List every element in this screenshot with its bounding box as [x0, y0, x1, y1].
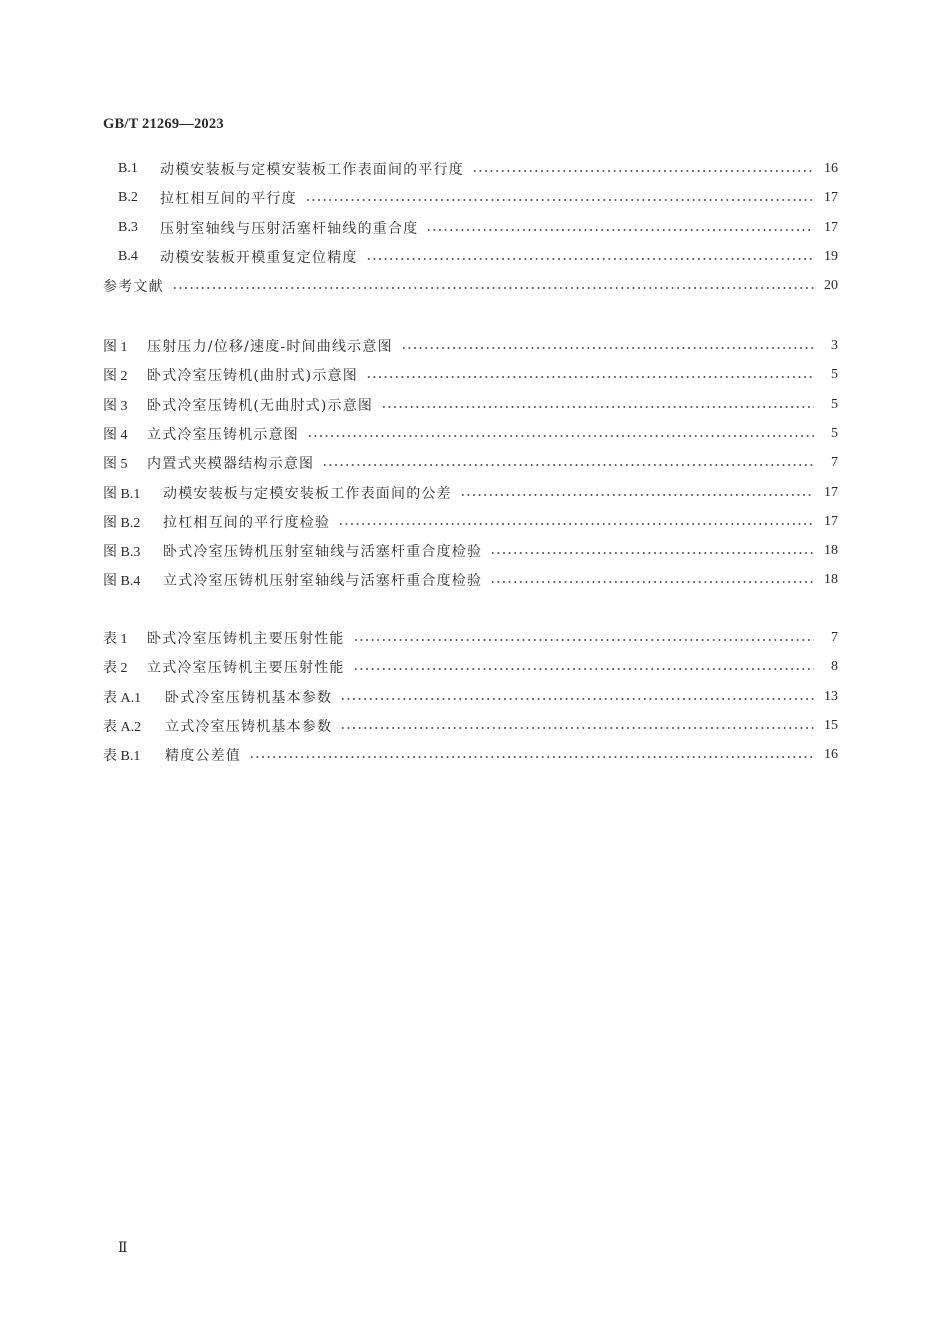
toc-leader-dots [353, 668, 814, 670]
toc-entry-number: 表 A.1 [103, 691, 142, 706]
toc-leader-dots [340, 727, 814, 729]
toc-entry-number: B.2 [118, 190, 138, 205]
toc-entry-number: 表 A.2 [103, 720, 142, 735]
toc-leader-dots [340, 698, 814, 700]
toc-entry-page-number: 5 [831, 426, 838, 441]
toc-entry-title: 立式冷室压铸机压射室轴线与活塞杆重合度检验 [163, 573, 483, 589]
toc-entry-number: 图 B.2 [103, 516, 141, 531]
toc-entry-title: 压射压力/位移/速度-时间曲线示意图 [147, 339, 393, 355]
toc-entry-title: 卧式冷室压铸机基本参数 [165, 690, 333, 706]
toc-entry-page-number: 16 [824, 161, 838, 176]
toc-entry[interactable] [0, 511, 950, 533]
toc-entry-title: 参考文献 [103, 279, 164, 295]
toc-leader-dots [338, 523, 814, 525]
toc-leader-dots [366, 376, 814, 378]
toc-entry[interactable] [0, 540, 950, 562]
toc-entry-number: B.3 [118, 220, 138, 235]
toc-leader-dots [490, 581, 814, 583]
toc-entry[interactable] [0, 686, 950, 708]
toc-entry-number: 图 B.1 [103, 487, 141, 502]
toc-entry[interactable] [0, 744, 950, 766]
toc-entry-page-number: 3 [831, 338, 838, 353]
toc-entry-number: 图 1 [103, 340, 128, 355]
toc-entry-title: 卧式冷室压铸机(无曲肘式)示意图 [147, 398, 374, 414]
toc-entry-title: 立式冷室压铸机基本参数 [165, 719, 333, 735]
toc-entry-number: B.4 [118, 249, 138, 264]
toc-entry[interactable] [0, 335, 950, 357]
toc-entry[interactable] [0, 715, 950, 737]
toc-leader-dots [426, 229, 814, 231]
toc-entry[interactable] [0, 423, 950, 445]
toc-entry[interactable] [0, 627, 950, 649]
toc-entry-page-number: 17 [824, 190, 838, 205]
toc-entry[interactable] [0, 246, 950, 268]
toc-leader-dots [307, 435, 814, 437]
toc-entry[interactable] [0, 275, 950, 297]
toc-entry[interactable] [0, 656, 950, 678]
toc-entry[interactable] [0, 364, 950, 386]
toc-entry-page-number: 5 [831, 397, 838, 412]
toc-entry-page-number: 5 [831, 367, 838, 382]
toc-entry-page-number: 15 [824, 718, 838, 733]
toc-entry-page-number: 16 [824, 747, 838, 762]
toc-entry-number: 图 4 [103, 428, 128, 443]
toc-entry-title: 精度公差值 [165, 748, 241, 764]
toc-entry-number: 图 B.3 [103, 545, 141, 560]
toc-entry-title: 动模安装板与定模安装板工作表面间的平行度 [160, 162, 464, 178]
toc-entry-number: B.1 [118, 161, 138, 176]
toc-leader-dots [353, 639, 814, 641]
toc-entry-page-number: 17 [824, 514, 838, 529]
toc-entry-page-number: 19 [824, 249, 838, 264]
toc-entry-page-number: 7 [831, 630, 838, 645]
toc-entry-title: 拉杠相互间的平行度检验 [163, 515, 331, 531]
toc-leader-dots [366, 258, 814, 260]
toc-entry-title: 卧式冷室压铸机压射室轴线与活塞杆重合度检验 [163, 544, 483, 560]
toc-entry[interactable] [0, 217, 950, 239]
toc-entry-number: 图 3 [103, 399, 128, 414]
document-id-header: GB/T 21269—2023 [103, 116, 224, 132]
toc-entry-page-number: 8 [831, 659, 838, 674]
toc-entry-page-number: 20 [824, 278, 838, 293]
toc-entry-title: 动模安装板开模重复定位精度 [160, 250, 358, 266]
toc-entry-title: 拉杠相互间的平行度 [160, 191, 297, 207]
toc-entry-page-number: 17 [824, 485, 838, 500]
toc-entry-page-number: 18 [824, 543, 838, 558]
page-number: Ⅱ [118, 1241, 128, 1256]
toc-entry-number: 表 2 [103, 661, 128, 676]
toc-entry-title: 立式冷室压铸机主要压射性能 [147, 660, 345, 676]
toc-entry-page-number: 13 [824, 689, 838, 704]
toc-entry-title: 卧式冷室压铸机(曲肘式)示意图 [147, 368, 358, 384]
toc-entry-number: 表 B.1 [103, 749, 141, 764]
toc-entry-number: 图 B.4 [103, 574, 141, 589]
toc-entry-page-number: 18 [824, 572, 838, 587]
toc-entry-number: 表 1 [103, 632, 128, 647]
toc-leader-dots [172, 287, 814, 289]
toc-entry[interactable] [0, 569, 950, 591]
toc-leader-dots [401, 347, 814, 349]
toc-entry[interactable] [0, 158, 950, 180]
toc-leader-dots [490, 552, 814, 554]
toc-entry[interactable] [0, 452, 950, 474]
toc-entry-title: 内置式夹模器结构示意图 [147, 456, 315, 472]
toc-leader-dots [249, 756, 814, 758]
toc-entry[interactable] [0, 187, 950, 209]
toc-entry[interactable] [0, 482, 950, 504]
toc-leader-dots [322, 464, 814, 466]
toc-entry-title: 卧式冷室压铸机主要压射性能 [147, 631, 345, 647]
toc-entry[interactable] [0, 394, 950, 416]
toc-entry-title: 压射室轴线与压射活塞杆轴线的重合度 [160, 221, 419, 237]
toc-entry-number: 图 2 [103, 369, 128, 384]
toc-leader-dots [305, 199, 814, 201]
toc-entry-number: 图 5 [103, 457, 128, 472]
toc-entry-title: 动模安装板与定模安装板工作表面间的公差 [163, 486, 452, 502]
toc-entry-page-number: 7 [831, 455, 838, 470]
toc-leader-dots [460, 494, 814, 496]
toc-leader-dots [381, 406, 814, 408]
toc-entry-title: 立式冷室压铸机示意图 [147, 427, 299, 443]
toc-leader-dots [472, 170, 814, 172]
toc-entry-page-number: 17 [824, 220, 838, 235]
